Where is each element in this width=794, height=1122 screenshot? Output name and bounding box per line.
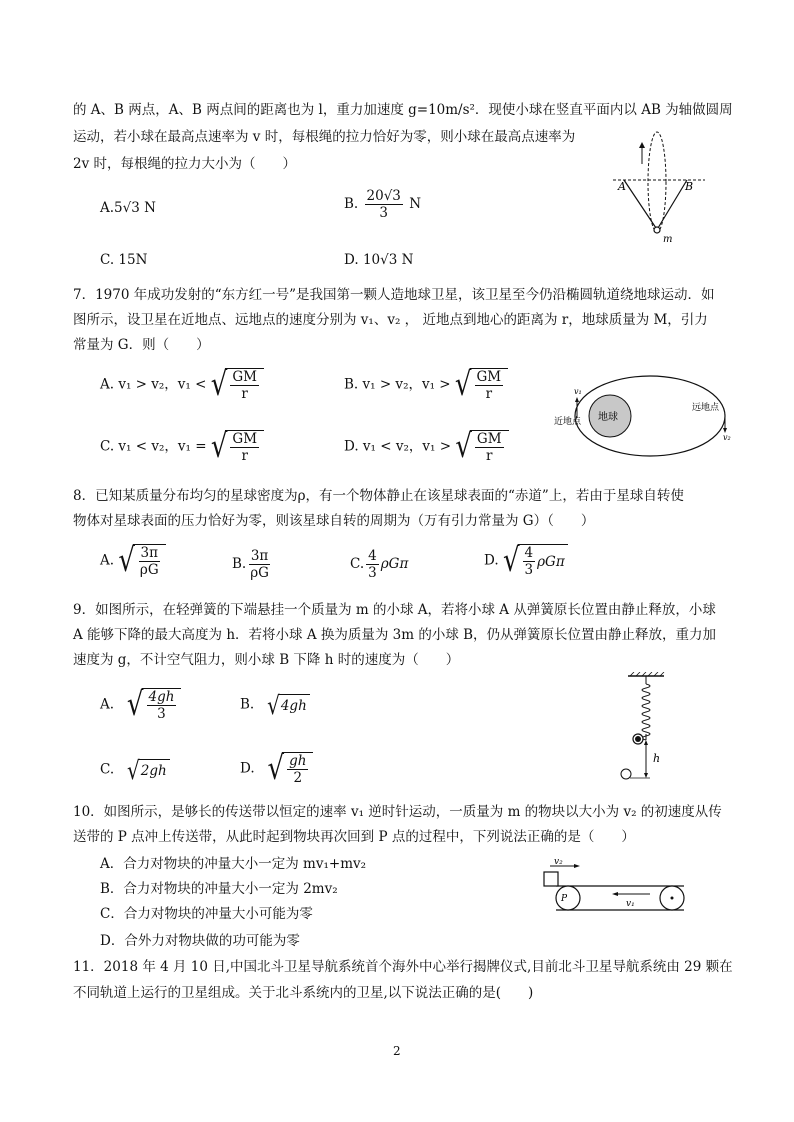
q9-d-den: 2 bbox=[293, 770, 303, 786]
q9-line-3: 速度为 g，不计空气阻力，则小球 B 下降 h 时的速度为（ ） bbox=[73, 652, 460, 668]
q8-b-num: 3π bbox=[250, 548, 269, 564]
q6-line-2: 运动，若小球在最高点速率为 v 时，每根绳的拉力恰好为零，则小球在最高点速率为 bbox=[73, 129, 576, 145]
q9-line-1: 9．如图所示，在轻弹簧的下端悬挂一个质量为 m 的小球 A，若将小球 A 从弹簧原长位置由静止释放，小球 bbox=[73, 602, 716, 618]
q7-line-2: 图所示，设卫星在近地点、远地点的速度分别为 v₁、v₂ ， 近地点到地心的距离为 r，地球质量为 M，引力 bbox=[73, 312, 708, 328]
q6-option-d[interactable] bbox=[344, 251, 413, 269]
q6-option-b-numerator: 20√3 bbox=[366, 188, 401, 204]
q7-line-1: 7．1970 年成功发射的“东方红一号”是我国第一颗人造地球卫星，该卫星至今仍沿椭圆轨道绕地球运动．如 bbox=[73, 287, 715, 303]
q6-figure-pendulum bbox=[605, 128, 715, 246]
q10-option-b[interactable]: B．合力对物块的冲量大小一定为 2mv₂ bbox=[100, 881, 338, 897]
q9-option-b-label: B. bbox=[240, 696, 255, 713]
q7-v1-arrow-head bbox=[575, 397, 579, 402]
q8-option-d-sqrt: √ $\frac{4}{3}$ ρGπ bbox=[503, 544, 568, 578]
q10-option-d[interactable]: D．合外力对物块做的功可能为零 bbox=[100, 933, 300, 949]
q9-ball-top-fill bbox=[635, 736, 641, 742]
q6-ball bbox=[654, 227, 660, 233]
q9-line-2: A 能够下降的最大高度为 h．若将小球 A 换为质量为 3m 的小球 B，仍从弹簧原长位置由静止释放，重力加 bbox=[73, 627, 717, 643]
q9-option-d-label: D. bbox=[240, 760, 255, 777]
q9-ball-bottom bbox=[621, 769, 631, 779]
q7-b-den: r bbox=[485, 386, 493, 402]
q7-b-num: GM bbox=[476, 369, 502, 385]
q9-option-b-sqrt: √ 4gh bbox=[267, 694, 310, 716]
q7-option-a[interactable] bbox=[100, 368, 264, 402]
q9-d-num: gh bbox=[289, 753, 307, 769]
q6-option-d-value: 10√3 N bbox=[362, 252, 414, 268]
q8-option-a-sqrt: √ $\frac{3\pi}{\rho G}$ bbox=[118, 544, 165, 578]
q7-option-d-sqrt: √ $\frac{GM}{r}$ bbox=[455, 430, 508, 464]
page-number: 2 bbox=[393, 1044, 401, 1058]
q10-v1-label: v₁ bbox=[626, 899, 635, 909]
q8-line-2: 物体对星球表面的压力恰好为零，则该星球自转的周期为（万有引力常量为 G）（ ） bbox=[73, 513, 595, 529]
q7-c-den: r bbox=[241, 448, 248, 464]
q6-option-b-label: B. bbox=[344, 196, 359, 212]
q6-option-d-label: D. bbox=[344, 252, 359, 268]
q6-option-b-fraction bbox=[365, 188, 403, 221]
q6-label-m: m bbox=[663, 234, 673, 245]
q7-perigee-label: 近地点 bbox=[554, 417, 582, 427]
q6-option-c[interactable]: C. 15N bbox=[100, 252, 148, 268]
q8-option-b[interactable] bbox=[232, 548, 273, 581]
q8-c-num: 4 bbox=[368, 548, 377, 564]
q6-arrow-head bbox=[639, 142, 645, 148]
q8-a-den: ρG bbox=[139, 562, 159, 578]
q6-option-a-value: 5√3 N bbox=[114, 200, 156, 216]
q6-option-b[interactable] bbox=[344, 188, 421, 221]
q8-a-num: 3π bbox=[140, 545, 159, 561]
q7-option-a-text: A. v₁ > v₂，v₁ < bbox=[100, 376, 207, 393]
q10-block bbox=[544, 872, 558, 886]
q10-v2-arrow-head bbox=[574, 864, 580, 868]
q9-option-d-sqrt: √ $\frac{gh}{2}$ bbox=[268, 752, 314, 786]
q9-spring-coil bbox=[642, 684, 650, 740]
q10-option-c[interactable]: C．合力对物块的冲量大小可能为零 bbox=[100, 906, 313, 922]
q8-line-1: 8．已知某质量分布均匀的星球密度为ρ，有一个物体静止在该星球表面的“赤道”上，若由于星球自转使 bbox=[73, 488, 684, 504]
q6-rope-left bbox=[624, 180, 656, 228]
q8-d-rest: ρGπ bbox=[537, 553, 565, 570]
q7-a-num: GM bbox=[232, 369, 257, 385]
q10-v1-arrow-head bbox=[612, 892, 618, 896]
q7-d-num: GM bbox=[476, 431, 502, 447]
q10-p-label: P bbox=[561, 894, 568, 904]
q8-option-c-fraction bbox=[366, 548, 379, 581]
q7-v2-label: v₂ bbox=[723, 433, 731, 442]
q8-option-c[interactable] bbox=[350, 548, 408, 581]
q9-option-c[interactable] bbox=[100, 755, 170, 785]
q9-h-label: h bbox=[653, 752, 661, 765]
q9-a-den: 3 bbox=[157, 706, 166, 722]
q7-figure-orbit bbox=[552, 370, 732, 462]
q6-line-3: 2v 时，每根绳的拉力大小为（ ） bbox=[73, 156, 297, 172]
q11-line-2: 不同轨道上运行的卫星组成。关于北斗系统内的卫星,以下说法正确的是( ) bbox=[73, 985, 534, 1001]
q9-option-a-label: A. bbox=[100, 696, 115, 713]
q10-figure-conveyor bbox=[540, 856, 700, 914]
q7-line-3: 常量为 G．则（ ） bbox=[73, 337, 210, 353]
q7-option-b-sqrt: √ $\frac{GM}{r}$ bbox=[455, 368, 508, 402]
q6-label-b: B bbox=[685, 180, 694, 193]
q7-option-d-text: D. v₁ < v₂，v₁ > bbox=[344, 438, 452, 455]
q7-option-a-sqrt: √ $\frac{GM}{r}$ bbox=[211, 368, 264, 402]
q6-option-b-denominator: 3 bbox=[379, 205, 388, 221]
q7-option-c[interactable] bbox=[100, 430, 264, 464]
q7-a-den: r bbox=[241, 386, 248, 402]
q9-option-c-sqrt: √ 2gh bbox=[127, 759, 170, 781]
q8-c-rest: ρGπ bbox=[380, 556, 409, 572]
q9-option-a-sqrt: √ $\frac{4gh}{3}$ bbox=[127, 688, 182, 722]
q9-b-value: 4gh bbox=[280, 697, 307, 714]
q6-circle-path bbox=[648, 132, 666, 232]
q10-left-wheel bbox=[556, 886, 580, 910]
q7-v1-label: v₁ bbox=[574, 387, 582, 396]
q6-line-1: 的 A、B 两点，A、B 两点间的距离也为 l，重力加速度 g=10m/s²．现使小球在竖直平面内以 AB 为轴做圆周 bbox=[73, 102, 733, 118]
q8-c-den: 3 bbox=[368, 565, 377, 581]
q9-option-c-label: C. bbox=[100, 761, 115, 778]
q9-option-b[interactable] bbox=[240, 690, 310, 720]
q7-option-c-text: C. v₁ < v₂，v₁ = bbox=[100, 438, 207, 455]
q8-d-num: 4 bbox=[524, 545, 534, 561]
q6-option-b-unit: N bbox=[409, 196, 421, 212]
q8-b-den: ρG bbox=[250, 565, 269, 581]
q7-option-b[interactable] bbox=[344, 368, 508, 402]
q9-option-d[interactable] bbox=[240, 752, 313, 786]
q8-d-den: 3 bbox=[524, 562, 534, 578]
q9-figure-spring bbox=[620, 672, 680, 784]
q7-d-den: r bbox=[485, 448, 493, 464]
q7-apogee-label: 远地点 bbox=[692, 403, 720, 413]
q6-option-a[interactable] bbox=[100, 199, 156, 217]
q6-rope-right bbox=[658, 180, 687, 228]
q7-option-d[interactable] bbox=[344, 430, 509, 464]
q8-option-b-fraction bbox=[248, 548, 271, 581]
q9-c-value: 2gh bbox=[140, 762, 167, 779]
q8-option-a[interactable] bbox=[100, 544, 166, 578]
q8-option-d[interactable] bbox=[484, 544, 568, 578]
q6-option-a-label: A. bbox=[100, 200, 115, 216]
q10-option-a[interactable]: A．合力对物块的冲量大小一定为 mv₁+mv₂ bbox=[100, 856, 367, 872]
q6-label-a: A bbox=[618, 180, 626, 193]
q9-h-arrow-down bbox=[644, 773, 648, 778]
q11-line-1: 11．2018 年 4 月 10 日,中国北斗卫星导航系统首个海外中心举行揭牌仪式,目前北斗卫星导航系统由 29 颗在 bbox=[73, 959, 733, 975]
q10-right-axle bbox=[671, 897, 674, 900]
q7-option-b-text: B. v₁ > v₂，v₁ > bbox=[344, 376, 451, 393]
q8-option-c-label: C. bbox=[350, 556, 365, 572]
q7-earth-label: 地球 bbox=[598, 412, 618, 423]
q8-option-a-label: A. bbox=[100, 552, 115, 569]
q9-a-num: 4gh bbox=[148, 689, 175, 705]
q7-option-c-sqrt: √ $\frac{GM}{r}$ bbox=[211, 430, 264, 464]
q10-line-1: 10．如图所示，是够长的传送带以恒定的速率 v₁ 逆时针运动，一质量为 m 的物块以大小为 v₂ 的初速度从传 bbox=[73, 804, 722, 820]
q9-h-arrow-up bbox=[644, 740, 648, 745]
q8-option-b-label: B. bbox=[232, 556, 247, 572]
q9-option-a[interactable] bbox=[100, 688, 181, 722]
q10-line-2: 送带的 P 点冲上传送带，从此时起到物块再次回到 P 点的过程中，下列说法正确的是（ ） bbox=[73, 829, 635, 845]
q10-v2-label: v₂ bbox=[554, 857, 563, 867]
q7-c-num: GM bbox=[232, 431, 258, 447]
q8-option-d-label: D. bbox=[484, 552, 499, 569]
